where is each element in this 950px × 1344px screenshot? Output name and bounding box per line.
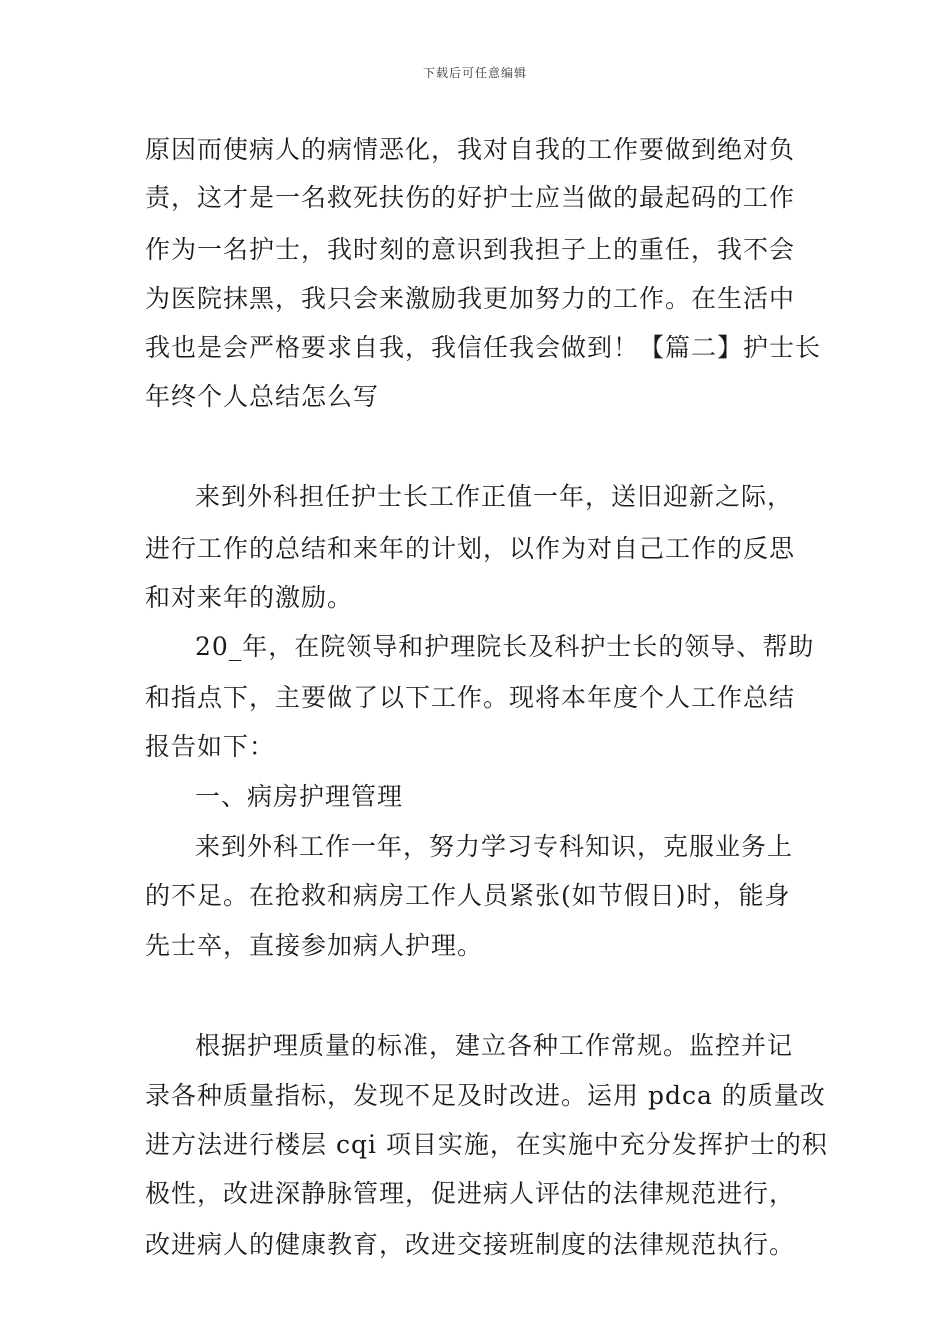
text-line: 原因而使病人的病情恶化，我对自我的工作要做到绝对负 — [145, 135, 796, 164]
paragraph-first-line: 根据护理质量的标准，建立各种工作常规。监控并记 — [195, 1031, 794, 1060]
paragraph-first-line: 20_年，在院领导和护理院长及科护士长的领导、帮助 — [195, 632, 815, 661]
text-line: 和对来年的激励。 — [145, 583, 354, 612]
text-line: 为医院抹黑，我只会来激励我更加努力的工作。在生活中 — [145, 284, 796, 313]
text-line: 进行工作的总结和来年的计划，以作为对自己工作的反思 — [145, 534, 796, 563]
text-line: 年终个人总结怎么写 — [145, 382, 380, 411]
text-line: 报告如下： — [145, 732, 276, 761]
text-line: 先士卒，直接参加病人护理。 — [145, 931, 484, 960]
page-header: 下载后可任意编辑 — [422, 66, 527, 80]
text-line: 我也是会严格要求自我，我信任我会做到！【篇二】护士长 — [145, 333, 822, 362]
paragraph-first-line: 来到外科担任护士长工作正值一年，送旧迎新之际， — [195, 482, 794, 511]
text-line: 改进病人的健康教育，改进交接班制度的法律规范执行。 — [145, 1230, 796, 1259]
text-line: 责，这才是一名救死扶伤的好护士应当做的最起码的工作 — [145, 183, 796, 212]
text-line: 的不足。在抢救和病房工作人员紧张(如节假日)时，能身 — [145, 881, 791, 910]
text-line: 极性，改进深静脉管理，促进病人评估的法律规范进行， — [145, 1179, 796, 1208]
text-line: 录各种质量指标，发现不足及时改进。运用 pdca 的质量改 — [145, 1081, 826, 1110]
text-line: 进方法进行楼层 cqi 项目实施，在实施中充分发挥护士的积 — [145, 1130, 828, 1159]
paragraph-first-line: 来到外科工作一年，努力学习专科知识，克服业务上 — [195, 832, 794, 861]
section-heading: 一、病房护理管理 — [195, 782, 404, 811]
text-line: 和指点下，主要做了以下工作。现将本年度个人工作总结 — [145, 683, 796, 712]
text-line: 作为一名护士，我时刻的意识到我担子上的重任，我不会 — [145, 235, 796, 264]
